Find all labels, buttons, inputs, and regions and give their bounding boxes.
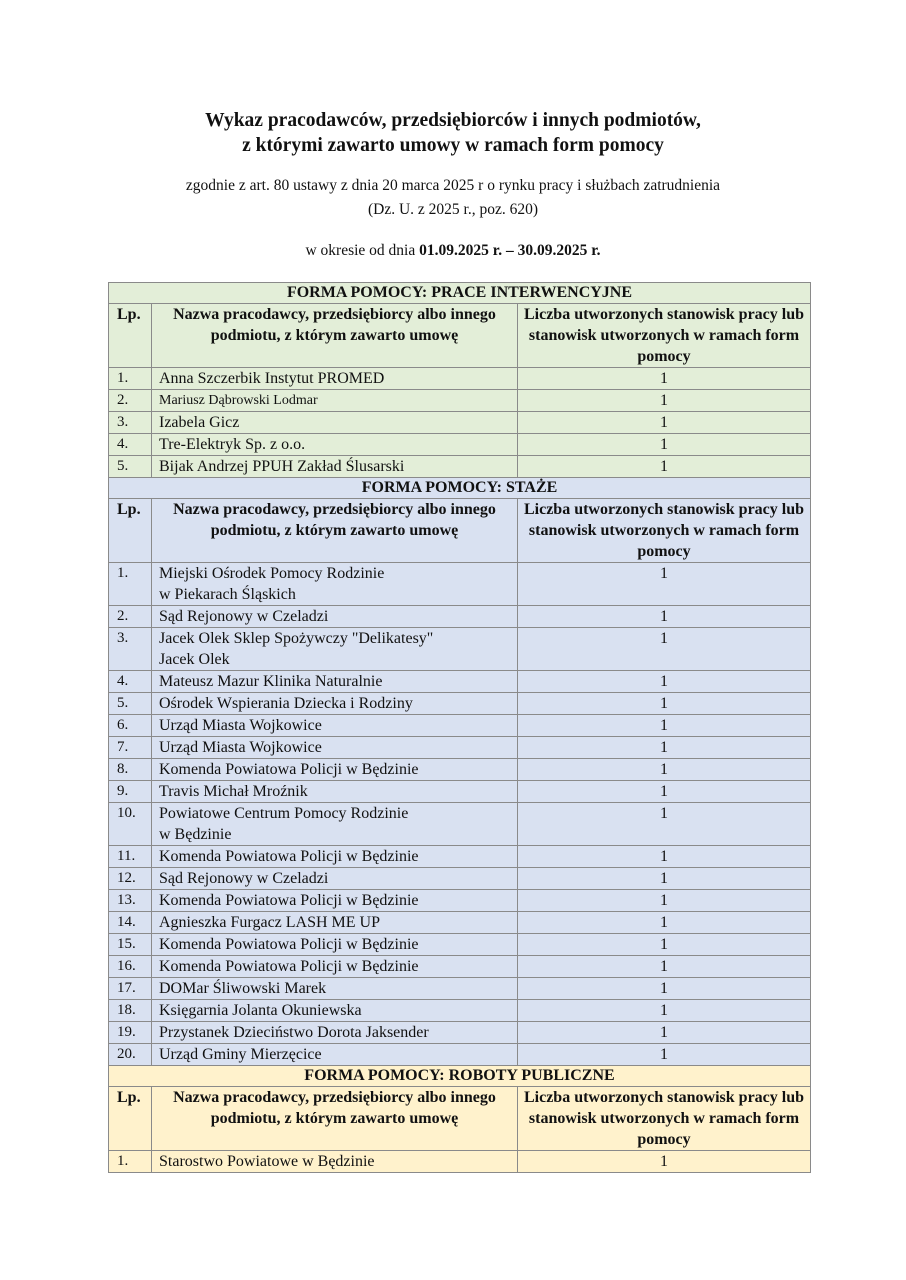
row-number: 4.	[109, 671, 152, 693]
section-title-row	[109, 1066, 811, 1087]
row-number: 19.	[109, 1022, 152, 1044]
row-number: 7.	[109, 737, 152, 759]
period-line	[0, 240, 906, 262]
row-number: 10.	[109, 803, 152, 846]
positions-count: 1	[518, 956, 811, 978]
column-header-row	[109, 304, 811, 368]
employer-name: Jacek Olek Sklep Spożywczy "Delikatesy" Jacek Olek	[152, 628, 518, 671]
employer-name: Ośrodek Wspierania Dziecka i Rodziny	[152, 693, 518, 715]
table-row	[109, 1022, 811, 1044]
employer-name: Miejski Ośrodek Pomocy Rodzinie w Piekarach Śląskich	[152, 563, 518, 606]
table-row	[109, 1044, 811, 1066]
table-row	[109, 759, 811, 781]
row-number: 3.	[109, 628, 152, 671]
row-number: 5.	[109, 456, 152, 478]
table-row	[109, 606, 811, 628]
employer-name: Tre-Elektryk Sp. z o.o.	[152, 434, 518, 456]
column-header-row	[109, 499, 811, 563]
row-number: 16.	[109, 956, 152, 978]
employer-name: Bijak Andrzej PPUH Zakład Ślusarski	[152, 456, 518, 478]
table-row	[109, 456, 811, 478]
employer-name: Komenda Powiatowa Policji w Będzinie	[152, 890, 518, 912]
positions-count: 1	[518, 671, 811, 693]
employers-table	[108, 282, 811, 1173]
table-row	[109, 978, 811, 1000]
positions-count: 1	[518, 781, 811, 803]
positions-count: 1	[518, 390, 811, 412]
employer-name: Starostwo Powiatowe w Będzinie	[152, 1151, 518, 1173]
table-row	[109, 803, 811, 846]
employer-name: Urząd Gminy Mierzęcice	[152, 1044, 518, 1066]
section-title: FORMA POMOCY: PRACE INTERWENCYJNE	[109, 283, 811, 304]
row-number: 20.	[109, 1044, 152, 1066]
column-header-lp: Lp.	[109, 499, 152, 563]
table-row	[109, 956, 811, 978]
positions-count: 1	[518, 934, 811, 956]
table-row	[109, 846, 811, 868]
row-number: 1.	[109, 563, 152, 606]
table-row	[109, 628, 811, 671]
positions-count: 1	[518, 715, 811, 737]
positions-count: 1	[518, 868, 811, 890]
positions-count: 1	[518, 978, 811, 1000]
column-header-lp: Lp.	[109, 304, 152, 368]
positions-count: 1	[518, 1000, 811, 1022]
employers-table-body	[109, 283, 811, 1173]
employer-name: Przystanek Dzieciństwo Dorota Jaksender	[152, 1022, 518, 1044]
column-header-name: Nazwa pracodawcy, przedsiębiorcy albo innego podmiotu, z którym zawarto umowę	[152, 1087, 518, 1151]
row-number: 6.	[109, 715, 152, 737]
period-range: 01.09.2025 r. – 30.09.2025 r.	[419, 242, 601, 259]
row-number: 2.	[109, 606, 152, 628]
table-row	[109, 868, 811, 890]
row-number: 12.	[109, 868, 152, 890]
section-title: FORMA POMOCY: ROBOTY PUBLICZNE	[109, 1066, 811, 1087]
employer-name: Komenda Powiatowa Policji w Będzinie	[152, 934, 518, 956]
employer-name: DOMar Śliwowski Marek	[152, 978, 518, 1000]
employer-name: Agnieszka Furgacz LASH ME UP	[152, 912, 518, 934]
section-title-row	[109, 478, 811, 499]
employer-name: Komenda Powiatowa Policji w Będzinie	[152, 846, 518, 868]
table-row	[109, 412, 811, 434]
row-number: 9.	[109, 781, 152, 803]
row-number: 1.	[109, 1151, 152, 1173]
positions-count: 1	[518, 434, 811, 456]
row-number: 15.	[109, 934, 152, 956]
table-row	[109, 434, 811, 456]
document-title-line2: z którymi zawarto umowy w ramach form pomocy	[242, 135, 664, 156]
table-row	[109, 912, 811, 934]
table-row	[109, 890, 811, 912]
positions-count: 1	[518, 368, 811, 390]
positions-count: 1	[518, 1022, 811, 1044]
row-number: 5.	[109, 693, 152, 715]
table-row	[109, 563, 811, 606]
employer-name: Anna Szczerbik Instytut PROMED	[152, 368, 518, 390]
employer-name: Powiatowe Centrum Pomocy Rodzinie w Będzinie	[152, 803, 518, 846]
row-number: 17.	[109, 978, 152, 1000]
row-number: 2.	[109, 390, 152, 412]
column-header-count: Liczba utworzonych stanowisk pracy lub stanowisk utworzonych w ramach form pomocy	[518, 304, 811, 368]
employer-name: Mariusz Dąbrowski Lodmar	[152, 390, 518, 412]
employer-name: Komenda Powiatowa Policji w Będzinie	[152, 759, 518, 781]
table-row	[109, 671, 811, 693]
column-header-count: Liczba utworzonych stanowisk pracy lub stanowisk utworzonych w ramach form pomocy	[518, 499, 811, 563]
legal-basis-line2: (Dz. U. z 2025 r., poz. 620)	[367, 201, 539, 218]
row-number: 13.	[109, 890, 152, 912]
legal-basis-line1: zgodnie z art. 80 ustawy z dnia 20 marca 2025 r o rynku pracy i służbach zatrudnienia	[185, 177, 721, 194]
column-header-name: Nazwa pracodawcy, przedsiębiorcy albo innego podmiotu, z którym zawarto umowę	[152, 304, 518, 368]
table-row	[109, 715, 811, 737]
table-row	[109, 1000, 811, 1022]
table-row	[109, 390, 811, 412]
employer-name: Komenda Powiatowa Policji w Będzinie	[152, 956, 518, 978]
employer-name: Księgarnia Jolanta Okuniewska	[152, 1000, 518, 1022]
table-row	[109, 934, 811, 956]
column-header-lp: Lp.	[109, 1087, 152, 1151]
row-number: 3.	[109, 412, 152, 434]
employer-name: Sąd Rejonowy w Czeladzi	[152, 868, 518, 890]
employer-name: Sąd Rejonowy w Czeladzi	[152, 606, 518, 628]
table-row	[109, 737, 811, 759]
row-number: 1.	[109, 368, 152, 390]
column-header-count: Liczba utworzonych stanowisk pracy lub stanowisk utworzonych w ramach form pomocy	[518, 1087, 811, 1151]
positions-count: 1	[518, 456, 811, 478]
positions-count: 1	[518, 912, 811, 934]
period-prefix: w okresie od dnia	[305, 242, 420, 259]
employer-name: Mateusz Mazur Klinika Naturalnie	[152, 671, 518, 693]
column-header-row	[109, 1087, 811, 1151]
positions-count: 1	[518, 737, 811, 759]
positions-count: 1	[518, 563, 811, 606]
row-number: 14.	[109, 912, 152, 934]
positions-count: 1	[518, 628, 811, 671]
table-row	[109, 781, 811, 803]
section-title: FORMA POMOCY: STAŻE	[109, 478, 811, 499]
positions-count: 1	[518, 606, 811, 628]
row-number: 11.	[109, 846, 152, 868]
employer-name: Izabela Gicz	[152, 412, 518, 434]
employer-name: Urząd Miasta Wojkowice	[152, 715, 518, 737]
positions-count: 1	[518, 890, 811, 912]
table-row	[109, 368, 811, 390]
table-row	[109, 1151, 811, 1173]
positions-count: 1	[518, 846, 811, 868]
employer-name: Urząd Miasta Wojkowice	[152, 737, 518, 759]
row-number: 4.	[109, 434, 152, 456]
positions-count: 1	[518, 1044, 811, 1066]
positions-count: 1	[518, 412, 811, 434]
section-title-row	[109, 283, 811, 304]
column-header-name: Nazwa pracodawcy, przedsiębiorcy albo innego podmiotu, z którym zawarto umowę	[152, 499, 518, 563]
positions-count: 1	[518, 693, 811, 715]
positions-count: 1	[518, 803, 811, 846]
employer-name: Travis Michał Mroźnik	[152, 781, 518, 803]
table-row	[109, 693, 811, 715]
positions-count: 1	[518, 1151, 811, 1173]
positions-count: 1	[518, 759, 811, 781]
row-number: 18.	[109, 1000, 152, 1022]
document-title-line1: Wykaz pracodawców, przedsiębiorców i innych podmiotów,	[205, 110, 701, 131]
row-number: 8.	[109, 759, 152, 781]
